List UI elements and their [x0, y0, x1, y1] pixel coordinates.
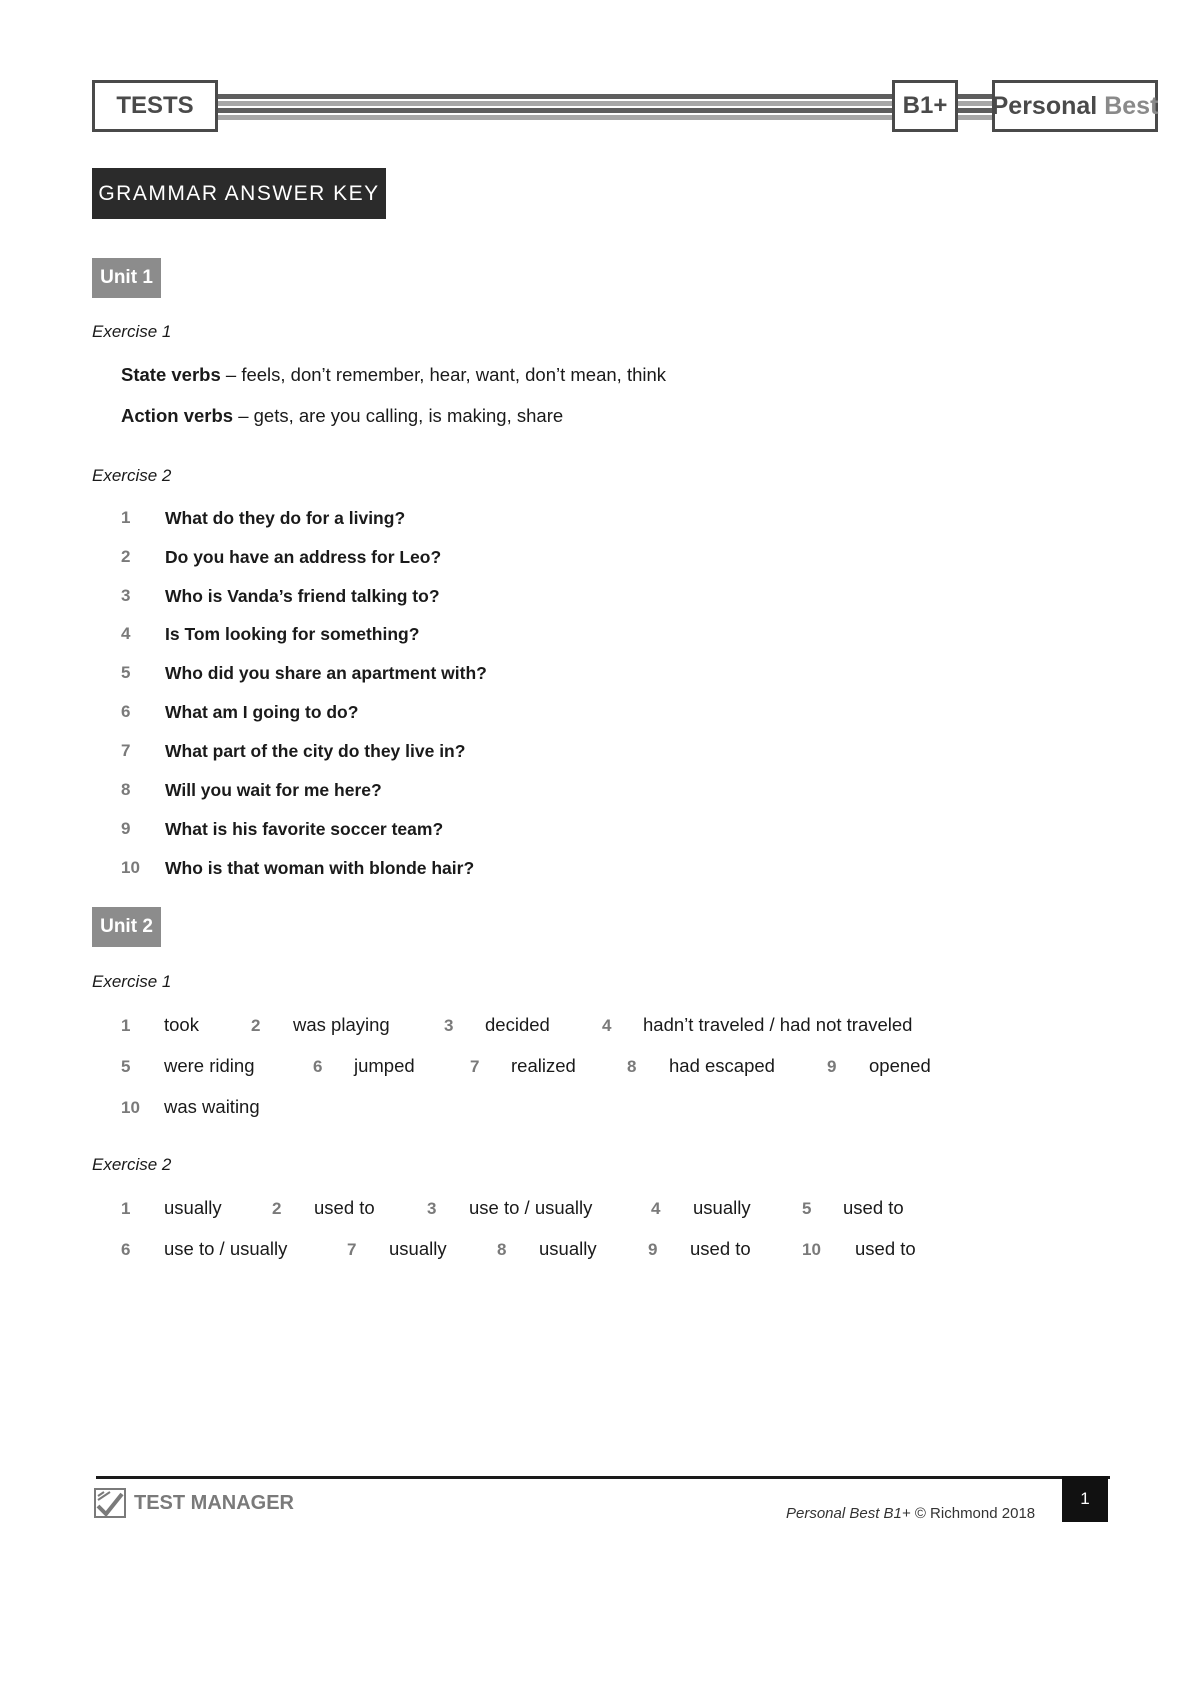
brand-name-2: Best: [1104, 91, 1159, 120]
state-verbs-line: [121, 364, 666, 386]
answer: took: [164, 1014, 199, 1035]
answer: jumped: [354, 1055, 415, 1076]
unit-2-label: Unit 2: [92, 907, 161, 947]
unit-1-label: Unit 1: [92, 258, 161, 298]
answer: hadn’t traveled / had not traveled: [643, 1014, 913, 1035]
answer: usually: [693, 1197, 751, 1218]
unit-1-exercise-2-title: Exercise 2: [92, 466, 172, 485]
page-header: [92, 80, 1164, 132]
header-stripes: [218, 94, 892, 120]
item-number: 3: [427, 1199, 437, 1218]
state-verbs-answer: – feels, don’t remember, hear, want, don’t mean, think: [220, 364, 667, 385]
brand-name-1: Personal: [991, 91, 1098, 120]
answer: used to: [690, 1238, 751, 1259]
answer: had escaped: [669, 1055, 775, 1076]
header-stripes-short: [958, 94, 992, 120]
item-number: 2: [251, 1016, 261, 1035]
item-number: 5: [121, 1057, 131, 1076]
item-number: 4: [651, 1199, 661, 1218]
state-verbs-label: State verbs: [121, 364, 221, 385]
item-number: 7: [347, 1240, 357, 1259]
unit-2-exercise-1-title: Exercise 1: [92, 972, 172, 991]
item-number: 9: [648, 1240, 658, 1259]
level-label: B1+: [892, 80, 958, 132]
action-verbs-label: Action verbs: [121, 405, 234, 426]
item-number: 1: [121, 1199, 131, 1218]
answer: use to / usually: [164, 1238, 288, 1259]
unit-2-exercise-2-title: Exercise 2: [92, 1155, 172, 1174]
item-number: 1: [121, 1016, 131, 1035]
action-verbs-answer: – gets, are you calling, is making, share: [233, 405, 564, 426]
tests-label: TESTS: [92, 80, 218, 132]
test-manager-icon: [94, 1488, 126, 1518]
item-number: 4: [602, 1016, 612, 1035]
item-number: 9: [827, 1057, 837, 1076]
item-number: 6: [121, 1240, 131, 1259]
unit-1-exercise-1-title: Exercise 1: [92, 322, 172, 341]
answer: were riding: [164, 1055, 255, 1076]
copyright-owner: © Richmond 2018: [910, 1505, 1036, 1522]
answer: realized: [511, 1055, 576, 1076]
item-number: 3: [444, 1016, 454, 1035]
answer: used to: [855, 1238, 916, 1259]
copyright-title: Personal Best B1+: [786, 1505, 911, 1522]
test-manager-logo: [94, 1488, 294, 1518]
brand-logo: [992, 80, 1158, 132]
item-number: 5: [802, 1199, 812, 1218]
action-verbs-line: [121, 405, 563, 427]
item-number: 8: [627, 1057, 637, 1076]
item-number: 10: [802, 1240, 821, 1259]
answer: used to: [314, 1197, 375, 1218]
page-number: 1: [1062, 1476, 1108, 1522]
item-number: 8: [497, 1240, 507, 1259]
item-number: 2: [272, 1199, 282, 1218]
answer: usually: [539, 1238, 597, 1259]
answer: was playing: [293, 1014, 390, 1035]
answer: used to: [843, 1197, 904, 1218]
answer: decided: [485, 1014, 550, 1035]
answer: was waiting: [164, 1096, 260, 1117]
test-manager-label: TEST MANAGER: [134, 1491, 294, 1514]
answer: opened: [869, 1055, 931, 1076]
answer: usually: [164, 1197, 222, 1218]
page-title: GRAMMAR ANSWER KEY: [92, 168, 386, 219]
footer-rule: [96, 1476, 1110, 1479]
item-number: 7: [470, 1057, 480, 1076]
answer: use to / usually: [469, 1197, 593, 1218]
item-number: 10: [121, 1098, 140, 1117]
answer: usually: [389, 1238, 447, 1259]
copyright: [786, 1505, 1035, 1522]
item-number: 6: [313, 1057, 323, 1076]
